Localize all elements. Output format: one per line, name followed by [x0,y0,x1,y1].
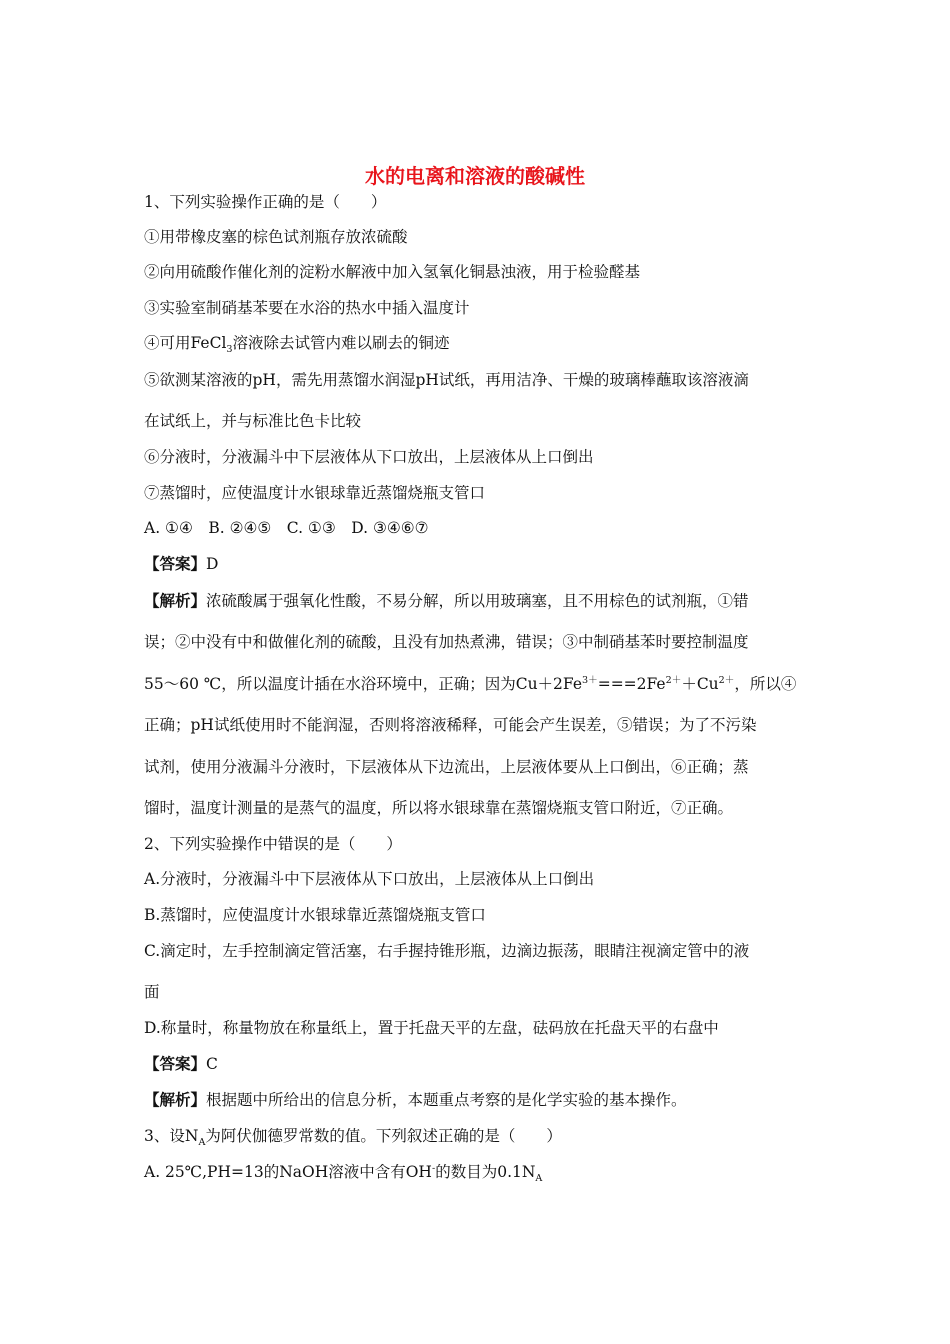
q1-analysis-line5: 试剂，使用分液漏斗分液时，下层液体从下边流出，上层液体要从上口倒出，⑥正确；蒸 [144,758,749,776]
q3-option-a: A. 25℃,PH=13的NaOH溶液中含有OH-的数目为$0.1N_A$ [144,1162,543,1185]
q1-stem: 1、下列实验操作正确的是（ ） [144,193,387,211]
q2-option-c-line2: 面 [144,983,160,1001]
q2-stem: 2、下列实验操作中错误的是（ ） [144,835,402,853]
q1-option-3: ③实验室制硝基苯要在水浴的热水中插入温度计 [144,299,470,317]
q1-analysis-line1: 【解析】浓硫酸属于强氧化性酸，不易分解，所以用玻璃塞，且不用棕色的试剂瓶，①错 [144,591,749,610]
q3-stem: 3、设$N_A$为阿伏伽德罗常数的值。下列叙述正确的是（ ） [144,1127,562,1149]
q1-option-5-line1: ⑤欲测某溶液的pH，需先用蒸馏水润湿pH试纸，再用洁净、干燥的玻璃棒蘸取该溶液滴 [144,371,749,389]
q1-analysis-line3: 55～60 ℃，所以温度计插在水浴环境中，正确；因为$Cu+2Fe^{3+}===2Fe^{2+}+Cu^{2+}$，所以④ [144,674,797,693]
q2-option-a: A.分液时，分液漏斗中下层液体从下口放出，上层液体从上口倒出 [144,870,595,888]
q2-option-b: B.蒸馏时，应使温度计水银球靠近蒸馏烧瓶支管口 [144,906,486,924]
q2-answer: 【答案】C [144,1054,218,1073]
q1-analysis-line4: 正确；pH试纸使用时不能润湿，否则将溶液稀释，可能会产生误差，⑤错误；为了不污染 [144,716,757,734]
page-title: 水的电离和溶液的酸碱性 [365,164,585,188]
q1-option-1: ①用带橡皮塞的棕色试剂瓶存放浓硫酸 [144,228,408,246]
q1-analysis-line6: 馏时，温度计测量的是蒸气的温度，所以将水银球靠在蒸馏烧瓶支管口附近，⑦正确。 [144,799,734,817]
q1-option-7: ⑦蒸馏时，应使温度计水银球靠近蒸馏烧瓶支管口 [144,484,486,502]
q2-option-d: D.称量时，称量物放在称量纸上，置于托盘天平的左盘，砝码放在托盘天平的右盘中 [144,1019,719,1037]
q1-option-5-line2: 在试纸上，并与标准比色卡比较 [144,412,362,430]
q1-option-6: ⑥分液时，分液漏斗中下层液体从下口放出，上层液体从上口倒出 [144,448,594,466]
q2-analysis: 【解析】根据题中所给出的信息分析，本题重点考察的是化学实验的基本操作。 [144,1090,687,1109]
q1-option-4: ④可用FeCl$_3$溶液除去试管内难以刷去的铜迹 [144,334,450,356]
q1-option-2: ②向用硫酸作催化剂的淀粉水解液中加入氢氧化铜悬浊液，用于检验醛基 [144,263,641,281]
q2-option-c-line1: C.滴定时，左手控制滴定管活塞，右手握持锥形瓶，边滴边振荡，眼睛注视滴定管中的液 [144,942,750,960]
q1-analysis-line2: 误；②中没有中和做催化剂的硫酸，且没有加热煮沸，错误；③中制硝基苯时要控制温度 [144,633,749,651]
q1-answer: 【答案】D [144,554,219,573]
q1-choices: A. ①④ B. ②④⑤ C. ①③ D. ③④⑥⑦ [144,519,429,537]
